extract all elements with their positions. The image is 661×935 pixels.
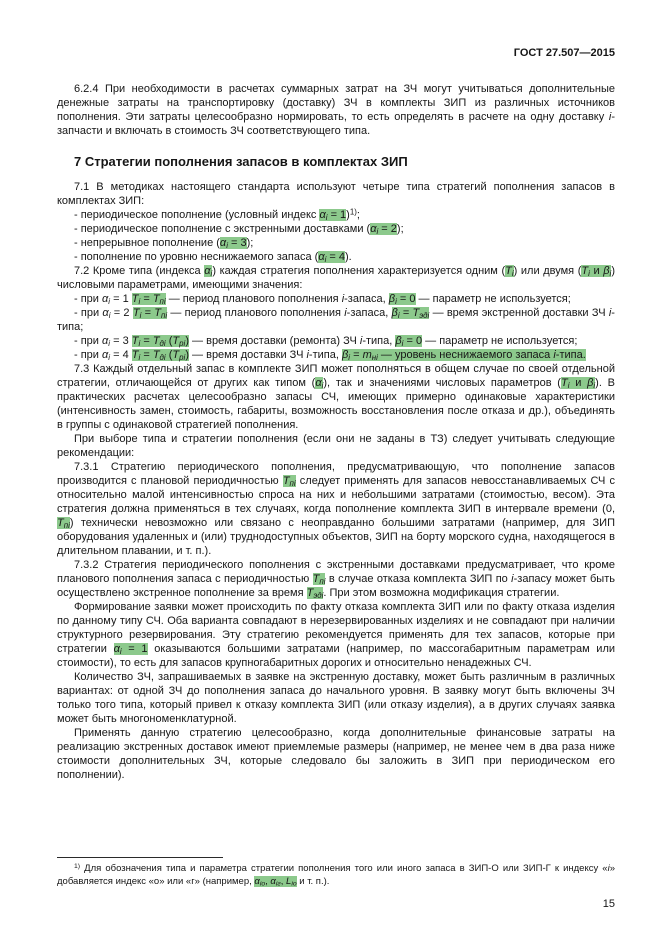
page-footer: [57, 857, 615, 911]
paragraph-7-2: 7.2 Кроме типа (индекса $\alpha_i$) каждая стратегия пополнения характеризуется одним $(T_i)$ или двумя ($T_i$ и $\beta_i$) числовыми параметрами, имеющими значения:: [57, 265, 615, 291]
paragraph-quantity-in-order: Количество ЗЧ, запрашиваемых в заявке на экстренную доставку, может быть различным в различных вариантах: от одной ЗЧ до пополнения запаса до начального уровня. В заявку могут быть включены ЗЧ только того типа, который привел к отказу комплекта ЗИП (или отказу изделия), а в других случаях заявка может быть многономенклатурной.: [57, 671, 615, 725]
paragraph-7-3-2: 7.3.2 Стратегия периодического пополнения с экстренными доставками предусматривает, что кроме планового пополнения запаса с периодичностью $T_{пi}$ в случае отказа комплекта ЗИП по i-запасу может быть осуществлено экстренное пополнение за время $T_{эдi}$. При этом возможна модификация стратегии.: [57, 559, 615, 600]
page-number: 15: [602, 898, 615, 910]
list-item-strategy-4: - пополнение по уровню неснижаемого запаса $(\alpha_i = 4)$.: [74, 251, 352, 264]
paragraph-7-3-1: 7.3.1 Стратегию периодического пополнения, предусматривающую, что пополнение запасов производится с плановой периодичностью $T_{пi}$ следует применять для запасов невосстанавливаемых СЧ с относительно малой интенсивностью спроса на них и небольшими затратами (стоимостью, весом). Эта стратегия должна применяться в тех случаях, когда пополнение комплекта ЗИП в интервале времени (0, $T_{пi}$) технически невозможно или связано с неоправданно большими затратами (например, для ЗИП оборудования удаленных и (или) труднодоступных объектов, ЗИП на борту морского судна, находящегося в длительном плавании, и т. п.).: [57, 461, 615, 557]
list-item-strategy-3: - непрерывное пополнение $(\alpha_i = 3)$;: [74, 237, 254, 250]
list-item-param-4: - при $\alpha_i = 4$ $T_i = T_{дi}$ $(T_{рi})$ — время доставки ЗЧ i-типа, $\beta_i = m_{нi}$ — уровень неснижаемого запаса i-типа.: [74, 349, 586, 362]
list-item-param-3: - при $\alpha_i = 3$ $T_i = T_{дi}$ $(T_{рi})$ — время доставки (ремонта) ЗЧ i-типа, $\beta_i = 0$ — параметр не используется;: [74, 335, 578, 348]
footnote-divider: [57, 857, 223, 858]
list-item-param-2: - при $\alpha_i = 2$ $T_i = T_{пi}$ — период планового пополнения i-запаса, $\beta_i = T_{эдi}$ — время экстренной доставки ЗЧ i-типа;: [57, 307, 615, 333]
list-item-strategy-1: - периодическое пополнение (условный индекс $\alpha_i = 1)^{1)}$;: [74, 207, 360, 222]
paragraph-apply-strategy: Применять данную стратегию целесообразно, когда дополнительные финансовые затраты на реализацию экстренных доставок имеют приемлемые размеры (например, не менее чем в два раза ниже стоимости дополнительных ЗЧ, которые следовало бы заложить в ЗИП при периодическом его пополнении).: [57, 727, 615, 781]
paragraph-order-formation: Формирование заявки может происходить по факту отказа комплекта ЗИП или по факту отказа изделия по данному типу СЧ. Оба варианта совпадают в нерезервированных изделиях и не совпадают при наличии структурного резервирования. Эту стратегию рекомендуется применять для тех запасов, которые при стратегии $\alpha_i = 1$ оказываются большими затратами (например, по массогабаритным параметрам или стоимости), то есть для запасов крупногабаритных дорогих и относительно ненадежных СЧ.: [57, 601, 616, 669]
document-body: [57, 82, 615, 782]
section-7-title: 7 Стратегии пополнения запасов в комплектах ЗИП: [74, 154, 408, 169]
paragraph-recommendations-intro: При выборе типа и стратегии пополнения (если они не заданы в ТЗ) следует учитывать следующие рекомендации:: [57, 433, 615, 459]
list-item-strategy-2: - периодическое пополнение с экстренными доставками $(\alpha_i = 2)$;: [74, 223, 404, 236]
paragraph-6-2-4: 6.2.4 При необходимости в расчетах суммарных затрат на ЗЧ могут учитываться дополнительные денежные затраты на транспортировку (доставку) ЗЧ в комплекты ЗИП из различных источников пополнения. Эти затраты целесообразно нормировать, то есть определять в расчете на одну доставку i-запчасти и включать в стоимость ЗЧ соответствующего типа.: [57, 83, 615, 137]
paragraph-7-1: 7.1 В методиках настоящего стандарта используют четыре типа стратегий пополнения запасов в комплектах ЗИП:: [57, 181, 615, 207]
paragraph-7-3: 7.3 Каждый отдельный запас в комплекте ЗИП может пополняться в общем случае по своей отдельной стратегии, отличающейся от других как типом $(\alpha_i)$, так и значениями числовых параметров ($T_i$ и $\beta_i$). В практических расчетах целесообразно запасы СЧ, имеющих примерно одинаковые характеристики (интенсивность замен, стоимость, габариты, возможность восстановления после отказа и др.), объединять в группы с одинаковой стратегией пополнения.: [57, 363, 615, 431]
list-item-param-1: - при $\alpha_i = 1$ $T_i = T_{пi}$ — период планового пополнения i-запаса, $\beta_i = 0$ — параметр не используется;: [74, 293, 571, 306]
footnote-1: $^{1)}$ Для обозначения типа и параметра стратегии пополнения того или иного запаса в ЗИП-О или ЗИП-Г к индексу «i» добавляется индекс «о» или «г» (например, $\alpha_{iо}$, $\alpha_{iг}$, $L_{iо}$ и т. п.).: [57, 862, 615, 888]
doc-number-header: ГОСТ 27.507—2015: [513, 47, 615, 59]
